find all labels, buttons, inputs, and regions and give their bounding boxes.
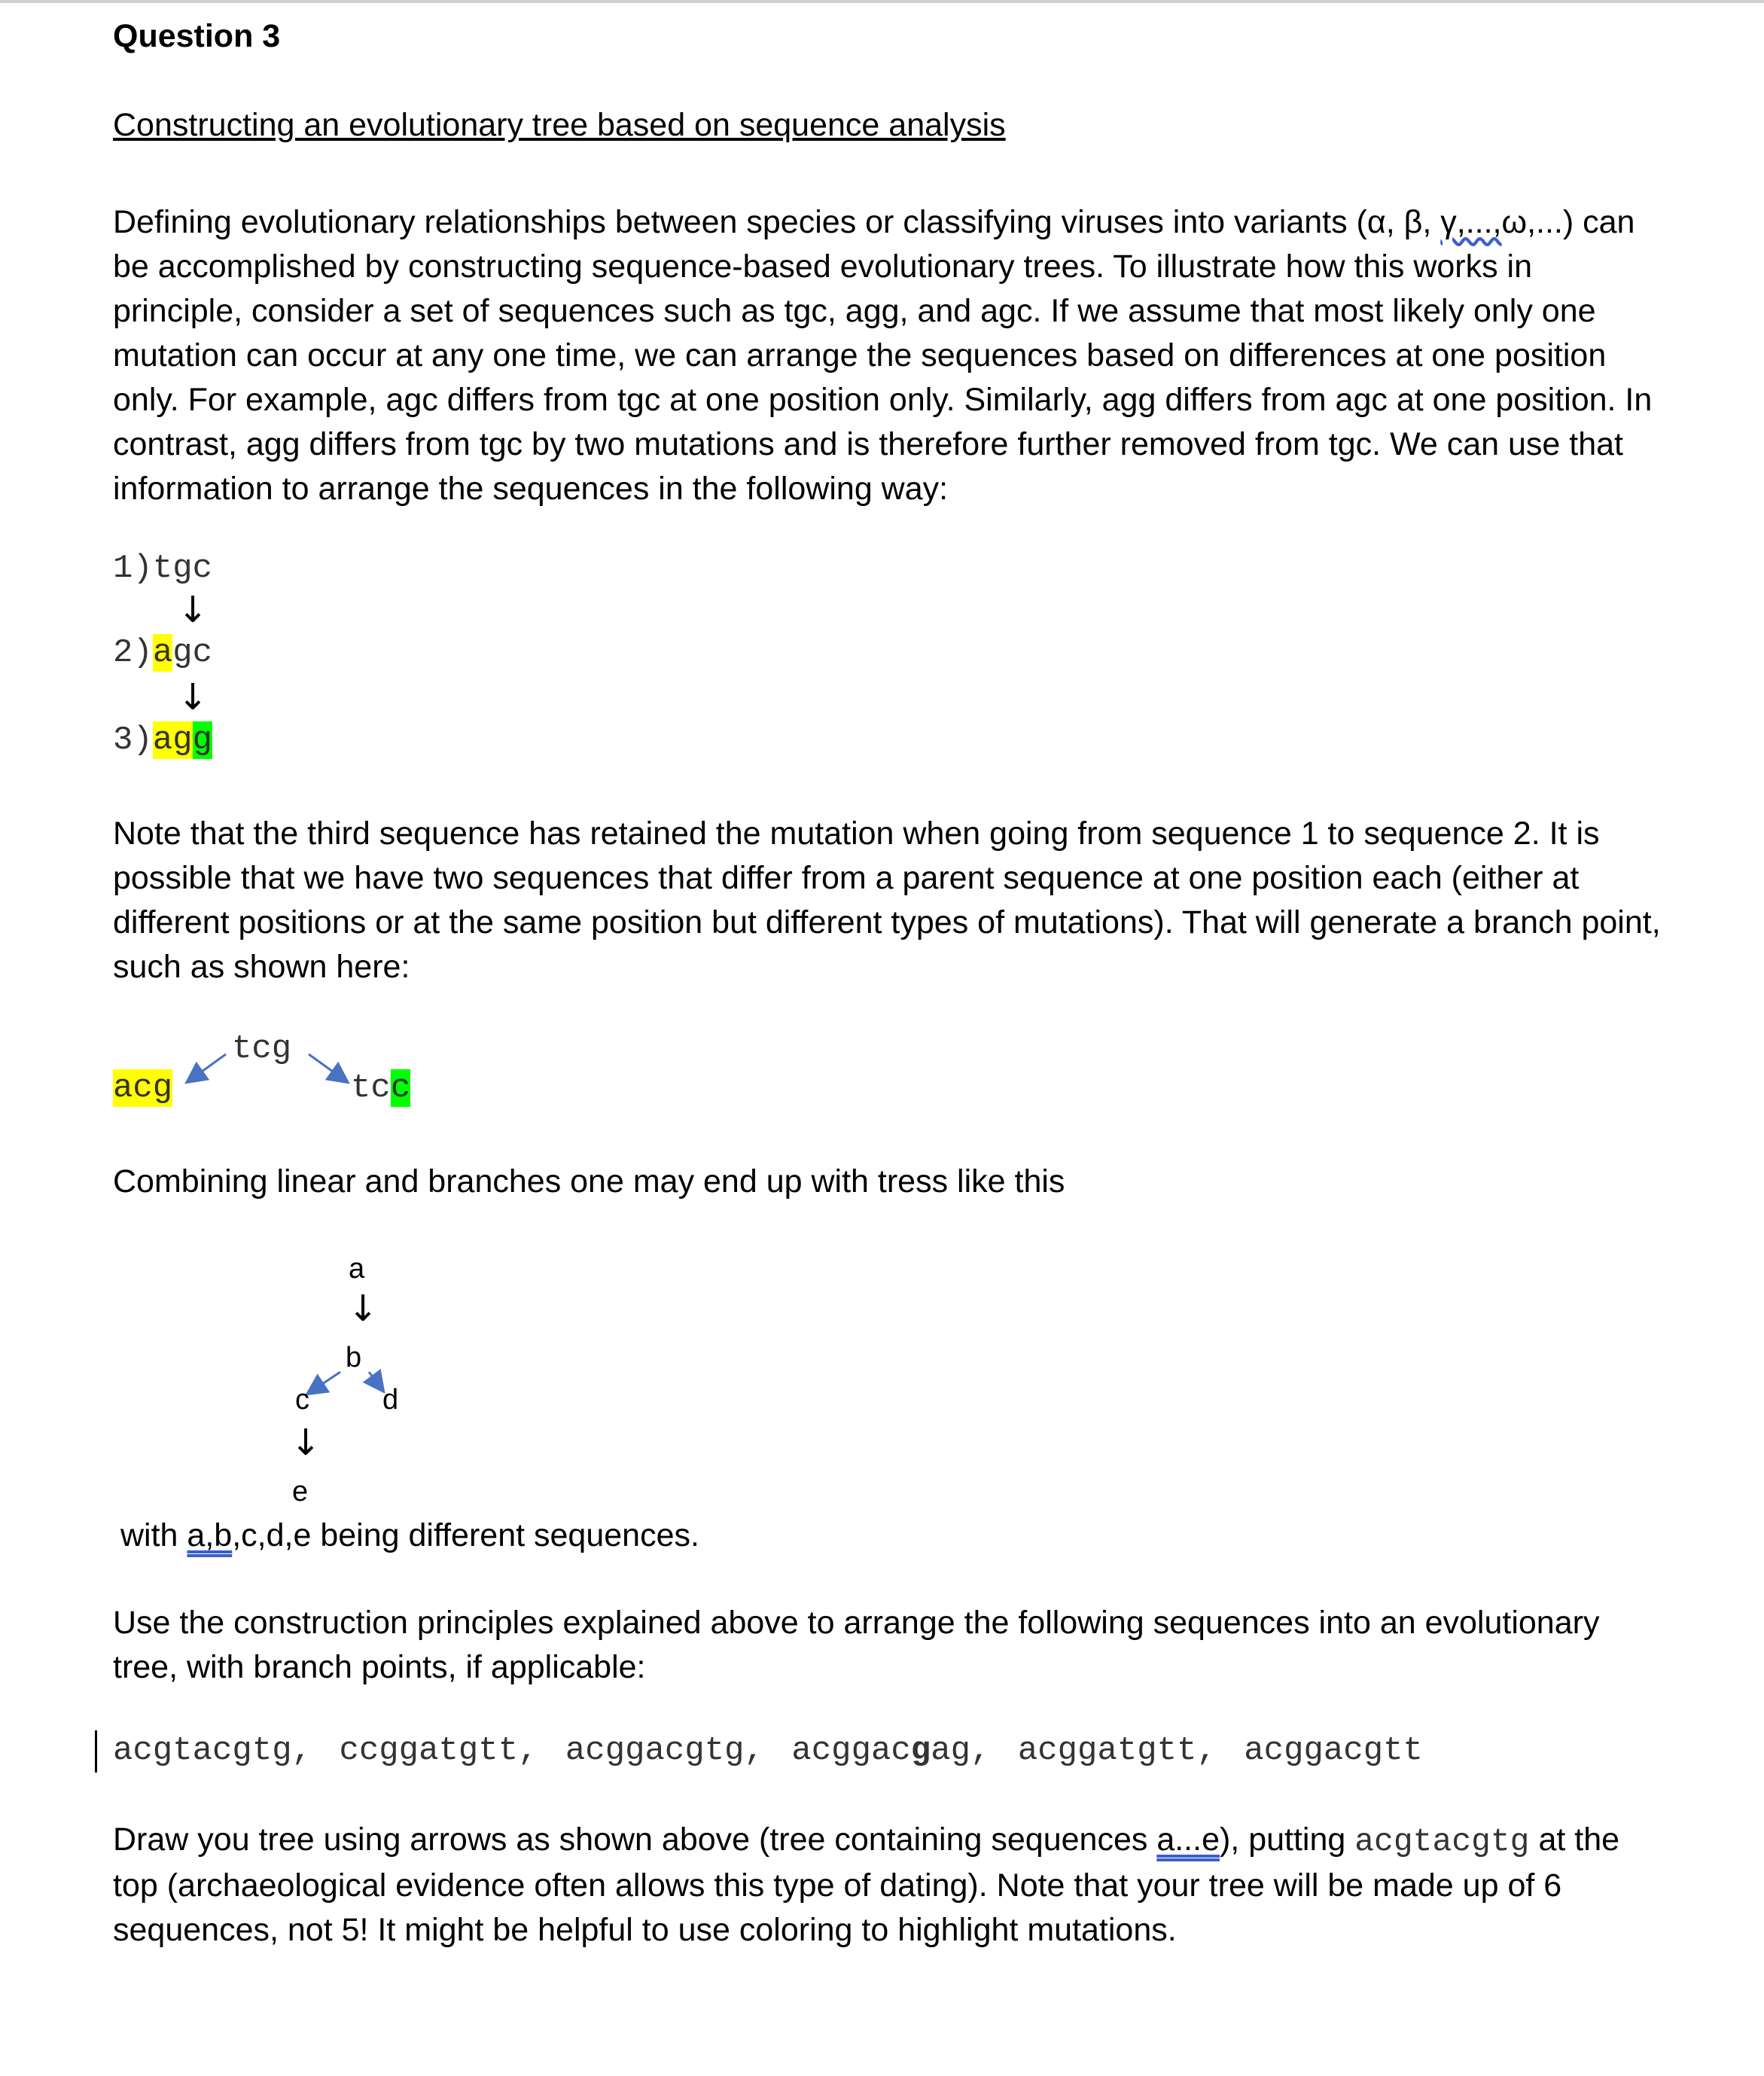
item-number: 2) [113,634,153,672]
with-text-end: ,c,d,e being different sequences. [232,1517,699,1553]
with-text [120,1514,1671,1558]
intro-text-start: Defining evolutionary relationships between species or classifying viruses into variants (α, β, [113,204,1441,240]
tree-node-c: c [295,1384,309,1416]
tree-node-b: b [346,1342,362,1373]
branch-parent: tcg [232,1030,292,1068]
draw-text-mid: ), putting [1219,1821,1355,1858]
down-arrow-icon: ↓ [291,1422,321,1464]
use-paragraph: Use the construction principles explained above to arrange the following sequences into an evolutionary tree, with branch points, if applicable: [113,1605,1600,1685]
sequence: tgc [152,550,213,587]
item-number: 1) [113,550,153,587]
mutation-highlight-yellow: a [152,634,173,672]
sequence-4-bold-g: g [910,1732,931,1770]
question-title: Question 3 [113,18,281,54]
sequence: tc [351,1069,391,1107]
with-text-underlined: a,b [187,1517,233,1553]
sequence-5: acggatgtt, [1017,1732,1217,1770]
item-number: 3) [113,721,153,759]
tree-node-a: a [349,1253,365,1285]
intro-text-greek-end: ω,...) [1501,204,1574,240]
sequence-4 [791,1732,990,1770]
sequence-2: ccggatgtt, [339,1732,538,1770]
sequence-1: acgtacgtg, [113,1732,312,1770]
tree-node-d: d [382,1384,399,1416]
sequence-4-part: ag, [931,1732,991,1770]
tree-node-e: e [292,1476,309,1507]
draw-paragraph [113,1818,1664,1953]
section-subtitle: Constructing an evolutionary tree based on sequence analysis [113,107,1006,143]
down-arrow-icon: ↓ [348,1288,379,1330]
intro-spellcheck-word: γ,..., [1440,204,1502,240]
tree-arrow-b-c [309,1372,340,1393]
branch-arrow-left [188,1054,226,1081]
draw-text-underlined: a...e [1156,1821,1220,1858]
mutation-highlight-yellow: g [172,721,193,759]
note-paragraph: Note that the third sequence has retained the mutation when going from sequence 1 to sequence 2. It is possible that we have two sequences that differ from a parent sequence at one position each (either at different positions or at the same position but different types of mutations). That will generate a branch point, such as shown here: [113,815,1661,985]
down-arrow-icon: ↓ [178,676,209,718]
intro-text-rest: can be accomplished by constructing sequence-based evolutionary trees. To illustrate how this works in principle, consider a set of sequences such as tgc, agg, and agc. If we assume that most likely only one mutation can occur at any one time, we can arrange the sequences based on differences at one position only. For example, agc differs from tgc at one position only. Similarly, agg differs from agc at one position. In contrast, agg differs from tgc by two mutations and is therefore further removed from tgc. We can use that information to arrange the sequences in the following way: [113,204,1653,507]
mutation-highlight-yellow: acg [113,1069,173,1107]
draw-text-sequence: acgtacgtg [1354,1823,1530,1860]
mutation-highlight-green: c [390,1069,411,1107]
sequence-list [113,1732,1423,1770]
combining-text: Combining linear and branches one may end up with tress like this [113,1163,1065,1200]
sequence-4-part: acggac [791,1732,911,1770]
tree-arrow-b-d [369,1372,382,1390]
sequence-6: acggacgtt [1244,1732,1423,1770]
text-cursor [95,1730,97,1773]
draw-text-end: at the top (archaeological evidence often allows this type of dating). Note that your tree will be made up of 6 sequences, not 5! It might be helpful to use coloring to highlight mutations. [113,1821,1620,1948]
down-arrow-icon: ↓ [178,589,209,631]
sequence-3: acggacgtg, [565,1732,764,1770]
mutation-highlight-green: g [192,721,213,759]
sequence: gc [172,634,213,672]
with-text-start: with [120,1517,187,1553]
draw-text-start: Draw you tree using arrows as shown above (tree containing sequences [113,1821,1157,1858]
mutation-highlight-yellow: a [152,721,173,759]
branch-arrow-right [309,1054,346,1081]
